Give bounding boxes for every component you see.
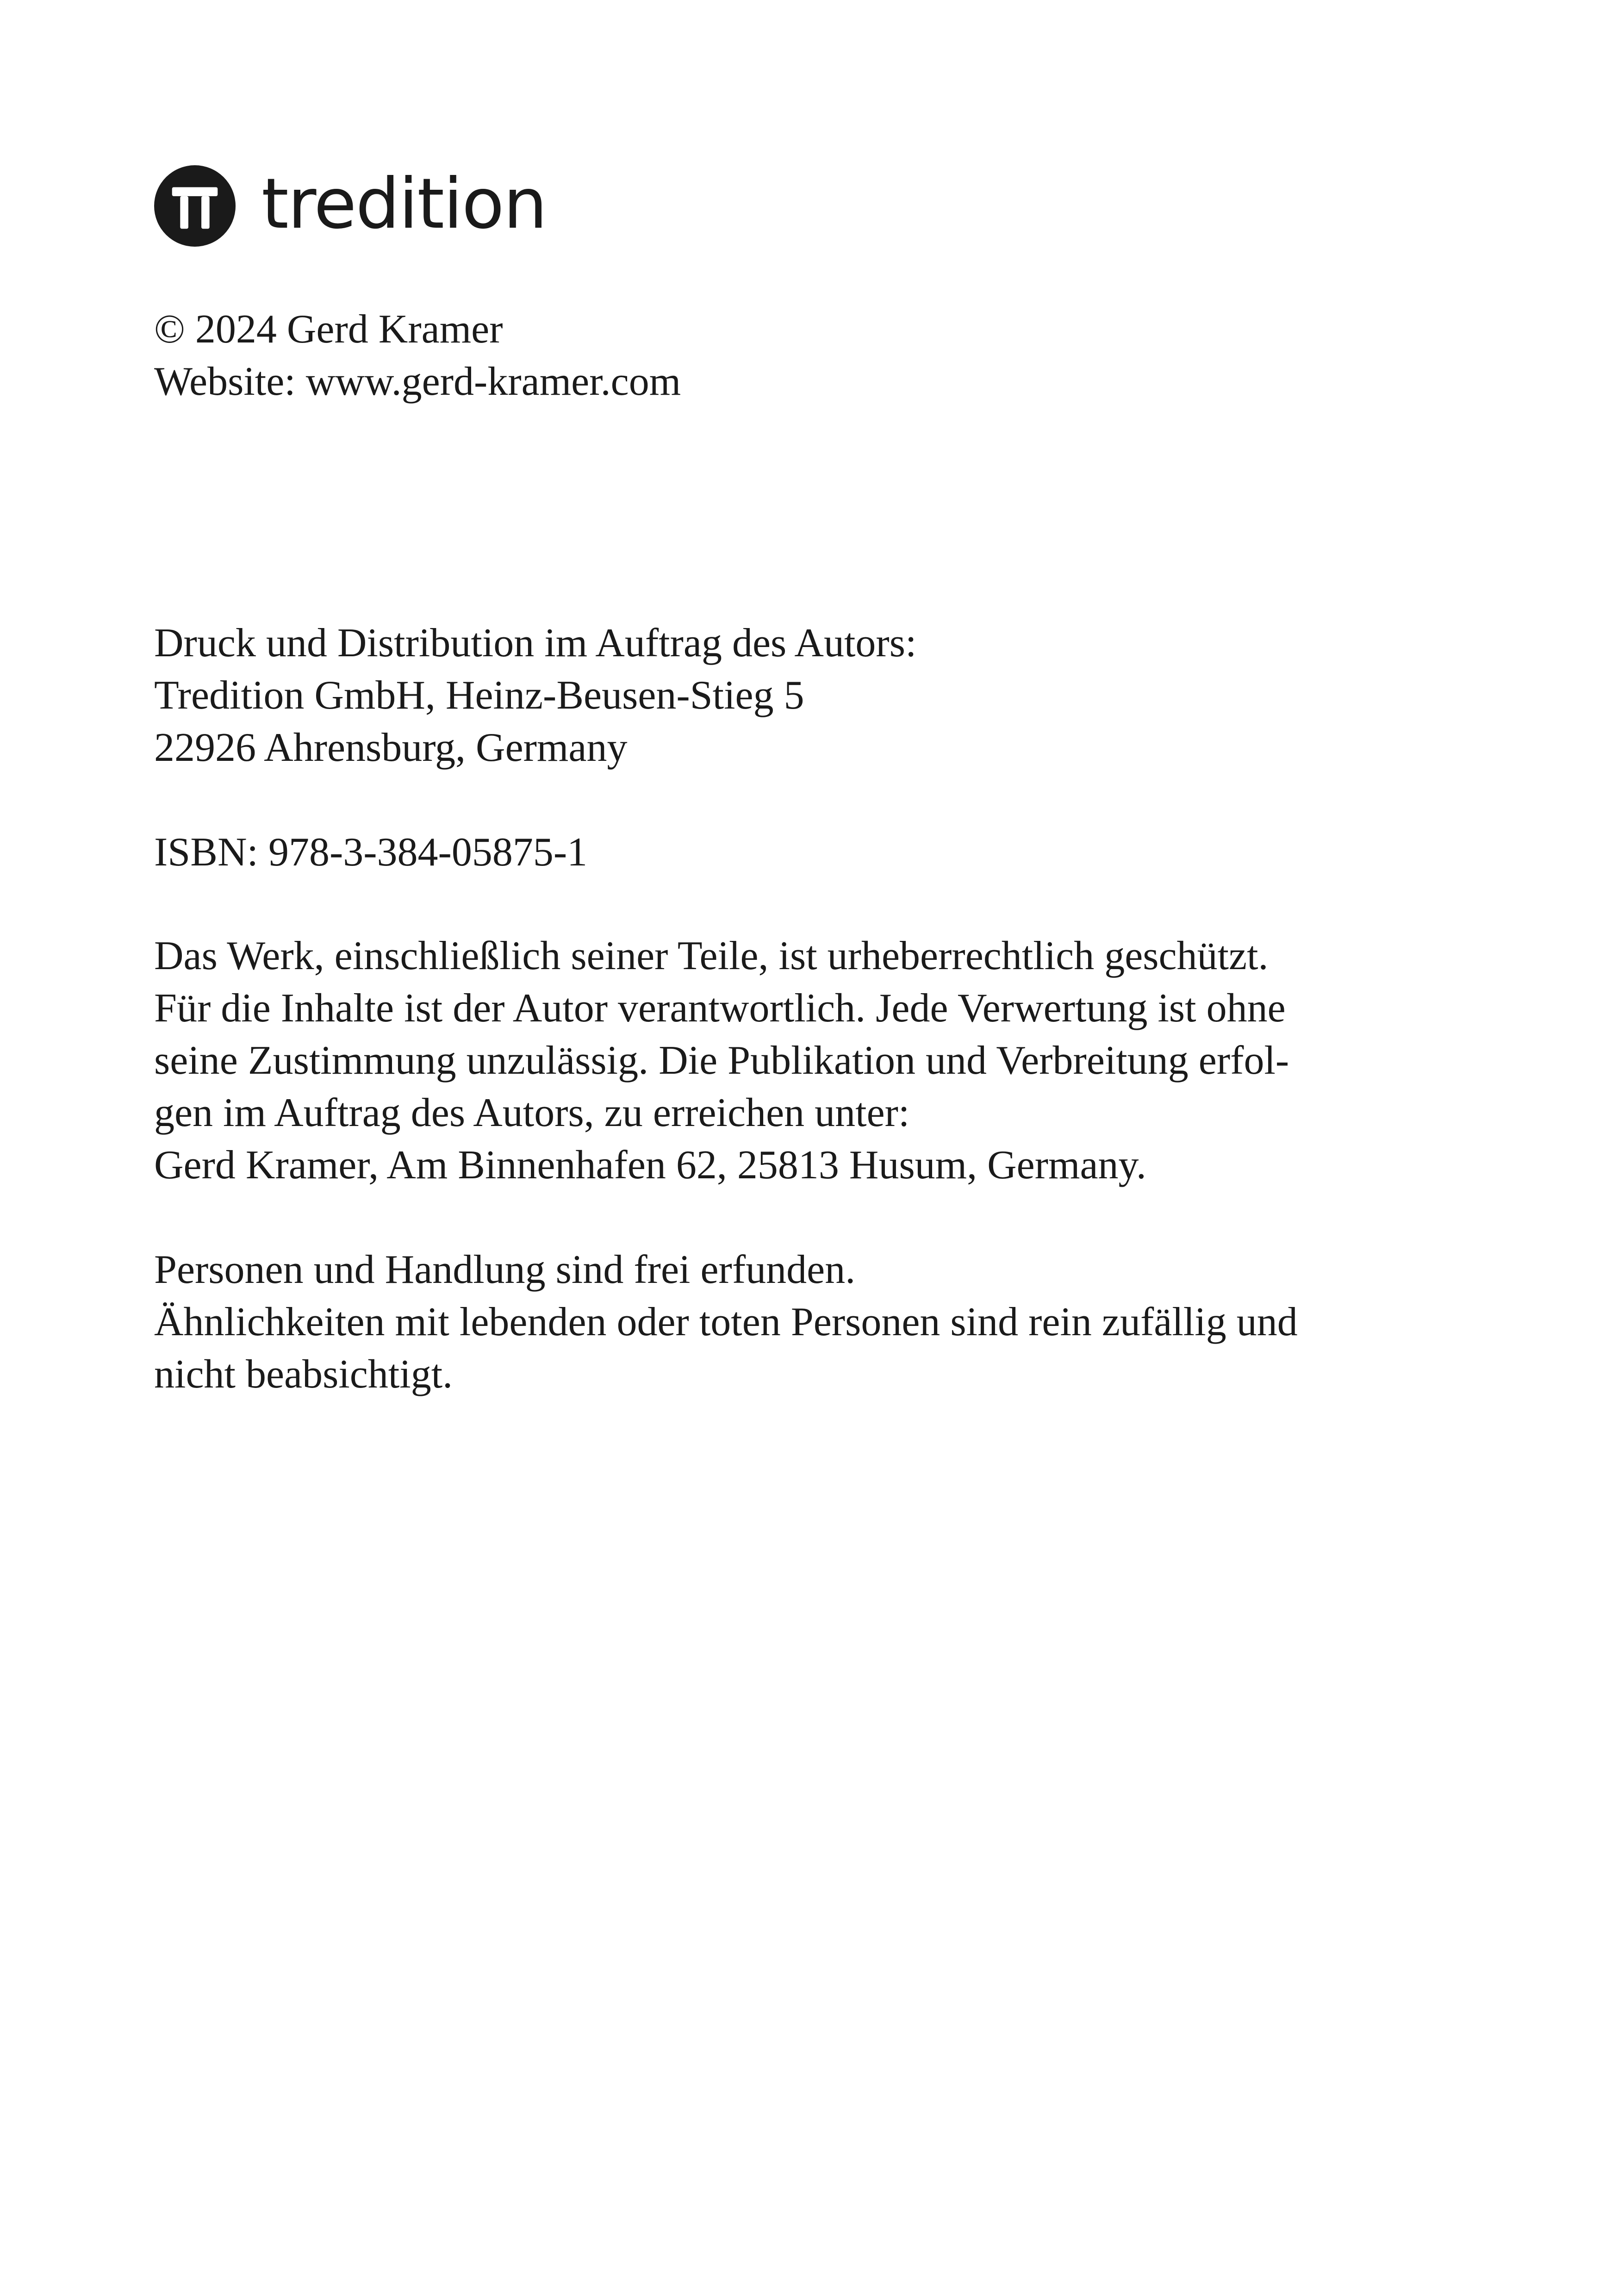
publisher-wordmark: tredition <box>261 164 547 244</box>
rights-line: gen im Auftrag des Autors, zu erreichen unter: <box>154 1090 910 1135</box>
fiction-notice-line: Personen und Handlung sind frei erfunden. <box>154 1247 856 1292</box>
rights-block <box>154 930 1496 1191</box>
printer-line: 22926 Ahrensburg, Germany <box>154 725 628 770</box>
fiction-notice-line: Ähnlichkeiten mit lebenden oder toten Personen sind rein zufällig und <box>154 1300 1298 1344</box>
tredition-logo-icon <box>154 165 236 247</box>
fiction-notice-block <box>154 1244 1496 1400</box>
publisher-logo <box>154 162 547 250</box>
printer-line: Tredition GmbH, Heinz-Beusen-Stieg 5 <box>154 673 804 718</box>
isbn-line: ISBN: 978-3-384-05875-1 <box>154 830 588 875</box>
fiction-notice-line: nicht beabsichtigt. <box>154 1352 453 1397</box>
printer-block <box>154 617 1496 774</box>
rights-line: Für die Inhalte ist der Autor verantwortlich. Jede Verwertung ist ohne <box>154 986 1286 1031</box>
copyright-block <box>154 303 1496 408</box>
copyright-line: © 2024 Gerd Kramer <box>154 307 503 352</box>
website-line: Website: www.gerd-kramer.com <box>154 359 681 404</box>
printer-line: Druck und Distribution im Auftrag des Autors: <box>154 621 917 666</box>
isbn-block <box>154 826 1496 878</box>
author-address-line: Gerd Kramer, Am Binnenhafen 62, 25813 Husum, Germany. <box>154 1143 1146 1188</box>
rights-line: seine Zustimmung unzulässig. Die Publikation und Verbreitung erfol- <box>154 1038 1289 1083</box>
rights-line: Das Werk, einschließlich seiner Teile, ist urheberrechtlich geschützt. <box>154 933 1269 978</box>
